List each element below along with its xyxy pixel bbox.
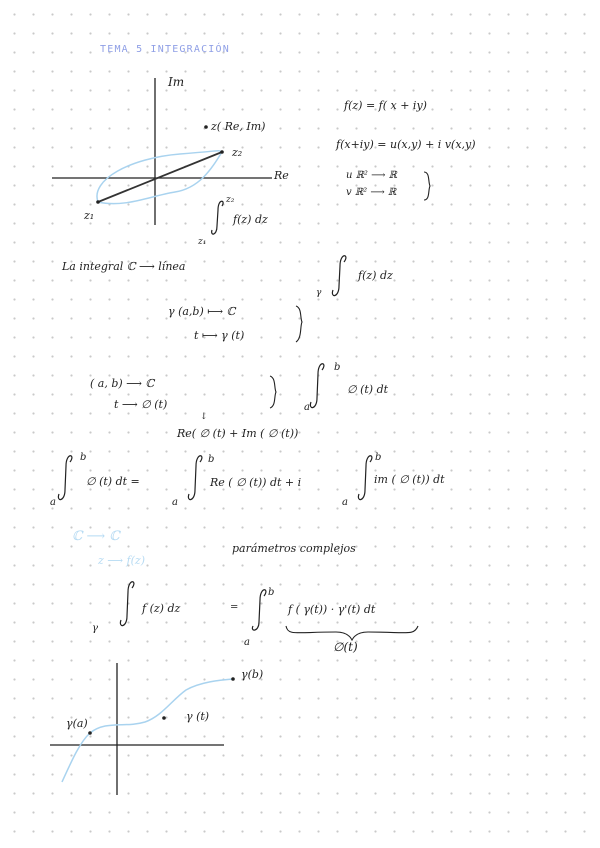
cint-brace-label: ∅(t) <box>333 640 358 654</box>
line-integral-sign <box>332 256 346 296</box>
eq-lhs: ∅ (t) dt = <box>86 475 140 488</box>
plane1-z1-label: z₁ <box>84 209 95 222</box>
phi-brace <box>270 376 276 408</box>
cint-dot: = <box>230 602 239 613</box>
cint-underbrace <box>286 626 418 640</box>
phi-arrow: ↓ <box>200 412 208 422</box>
line-integral-integrand: f(z) dz <box>358 269 393 282</box>
eq-integral-3 <box>358 456 372 500</box>
line-integral-text: La integral ℂ ⟶ línea <box>62 260 186 273</box>
page-title: TEMA 5 INTEGRACIÓN <box>100 44 230 55</box>
plane2-curve <box>62 679 233 782</box>
eq-mid: Re ( ∅ (t)) dt + i <box>210 476 302 489</box>
eq-integral-1 <box>58 456 72 500</box>
phi-line-2: t ⟶ ∅ (t) <box>114 398 168 411</box>
plane1-integrand: f(z) dz <box>233 213 268 226</box>
plane1-re-label: Re <box>274 169 289 182</box>
phi-lower: a <box>304 402 310 413</box>
eq-lower-2: a <box>172 497 178 508</box>
plane1-z1-dot <box>96 200 100 204</box>
plane2-ga-label: γ(a) <box>66 717 88 730</box>
plane1-point-dot <box>204 125 208 129</box>
def-line-3: u ℝ² ⟶ ℝ <box>346 170 397 181</box>
plane2-gb-label: γ(b) <box>241 668 264 681</box>
cint-integral-2 <box>252 590 266 630</box>
phi-line-1: ( a, b) ⟶ ℂ <box>90 377 155 390</box>
gamma-brace <box>296 306 302 342</box>
cint-lower: a <box>244 637 250 648</box>
eq-upper-1: b <box>80 452 87 463</box>
param-line-1: ℂ ⟶ ℂ <box>72 529 120 544</box>
eq-integral-2 <box>188 456 202 500</box>
eq-upper-2: b <box>208 454 215 465</box>
plane1-im-label: Im <box>168 75 185 89</box>
phi-line-3: Re( ∅ (t) + Im ( ∅ (t)) <box>177 427 299 440</box>
plane2-gb-dot <box>231 677 235 681</box>
eq-lower-3: a <box>342 497 348 508</box>
plane1-int-upper: z₂ <box>226 195 235 205</box>
param-line-2: z ⟶ f(z) <box>98 554 146 567</box>
def-line-1: f(z) = f( x + iy) <box>344 99 427 112</box>
cint-rhs: f ( γ(t)) · γ'(t) dt <box>288 603 376 616</box>
gamma-line-2: t ⟼ γ (t) <box>194 329 245 342</box>
plane1-z2-dot <box>220 150 224 154</box>
line-integral-sub: γ <box>316 288 322 298</box>
eq-upper-3: b <box>375 452 382 463</box>
gamma-line-1: γ (a,b) ⟼ ℂ <box>168 305 236 318</box>
eq-lower-1: a <box>50 497 56 508</box>
plane2-ga-dot <box>88 731 92 735</box>
phi-upper: b <box>334 362 341 373</box>
cint-sub: γ <box>92 623 98 634</box>
def-line-4: v ℝ² ⟶ ℝ <box>346 187 397 198</box>
cint-lhs: f (z) dz <box>142 602 181 615</box>
plane1-integral-sign <box>212 201 223 234</box>
plane1-z2-label: z₂ <box>232 146 243 159</box>
def-line-2: f(x+iy) = u(x,y) + i v(x,y) <box>336 138 476 151</box>
eq-rhs: im ( ∅ (t)) dt <box>374 473 445 486</box>
cint-integral-1 <box>120 582 134 626</box>
cint-upper: b <box>268 587 275 598</box>
param-text: parámetros complejos <box>232 542 356 555</box>
plane1-point-label: z( Re, Im) <box>211 120 266 133</box>
plane1-int-lower: z₁ <box>198 237 207 247</box>
phi-integrand: ∅ (t) dt <box>347 383 389 396</box>
plane2-gt-dot <box>162 716 166 720</box>
uv-brace <box>424 172 430 200</box>
plane2-gt-label: γ (t) <box>186 710 210 723</box>
phi-integral-sign <box>310 364 324 408</box>
